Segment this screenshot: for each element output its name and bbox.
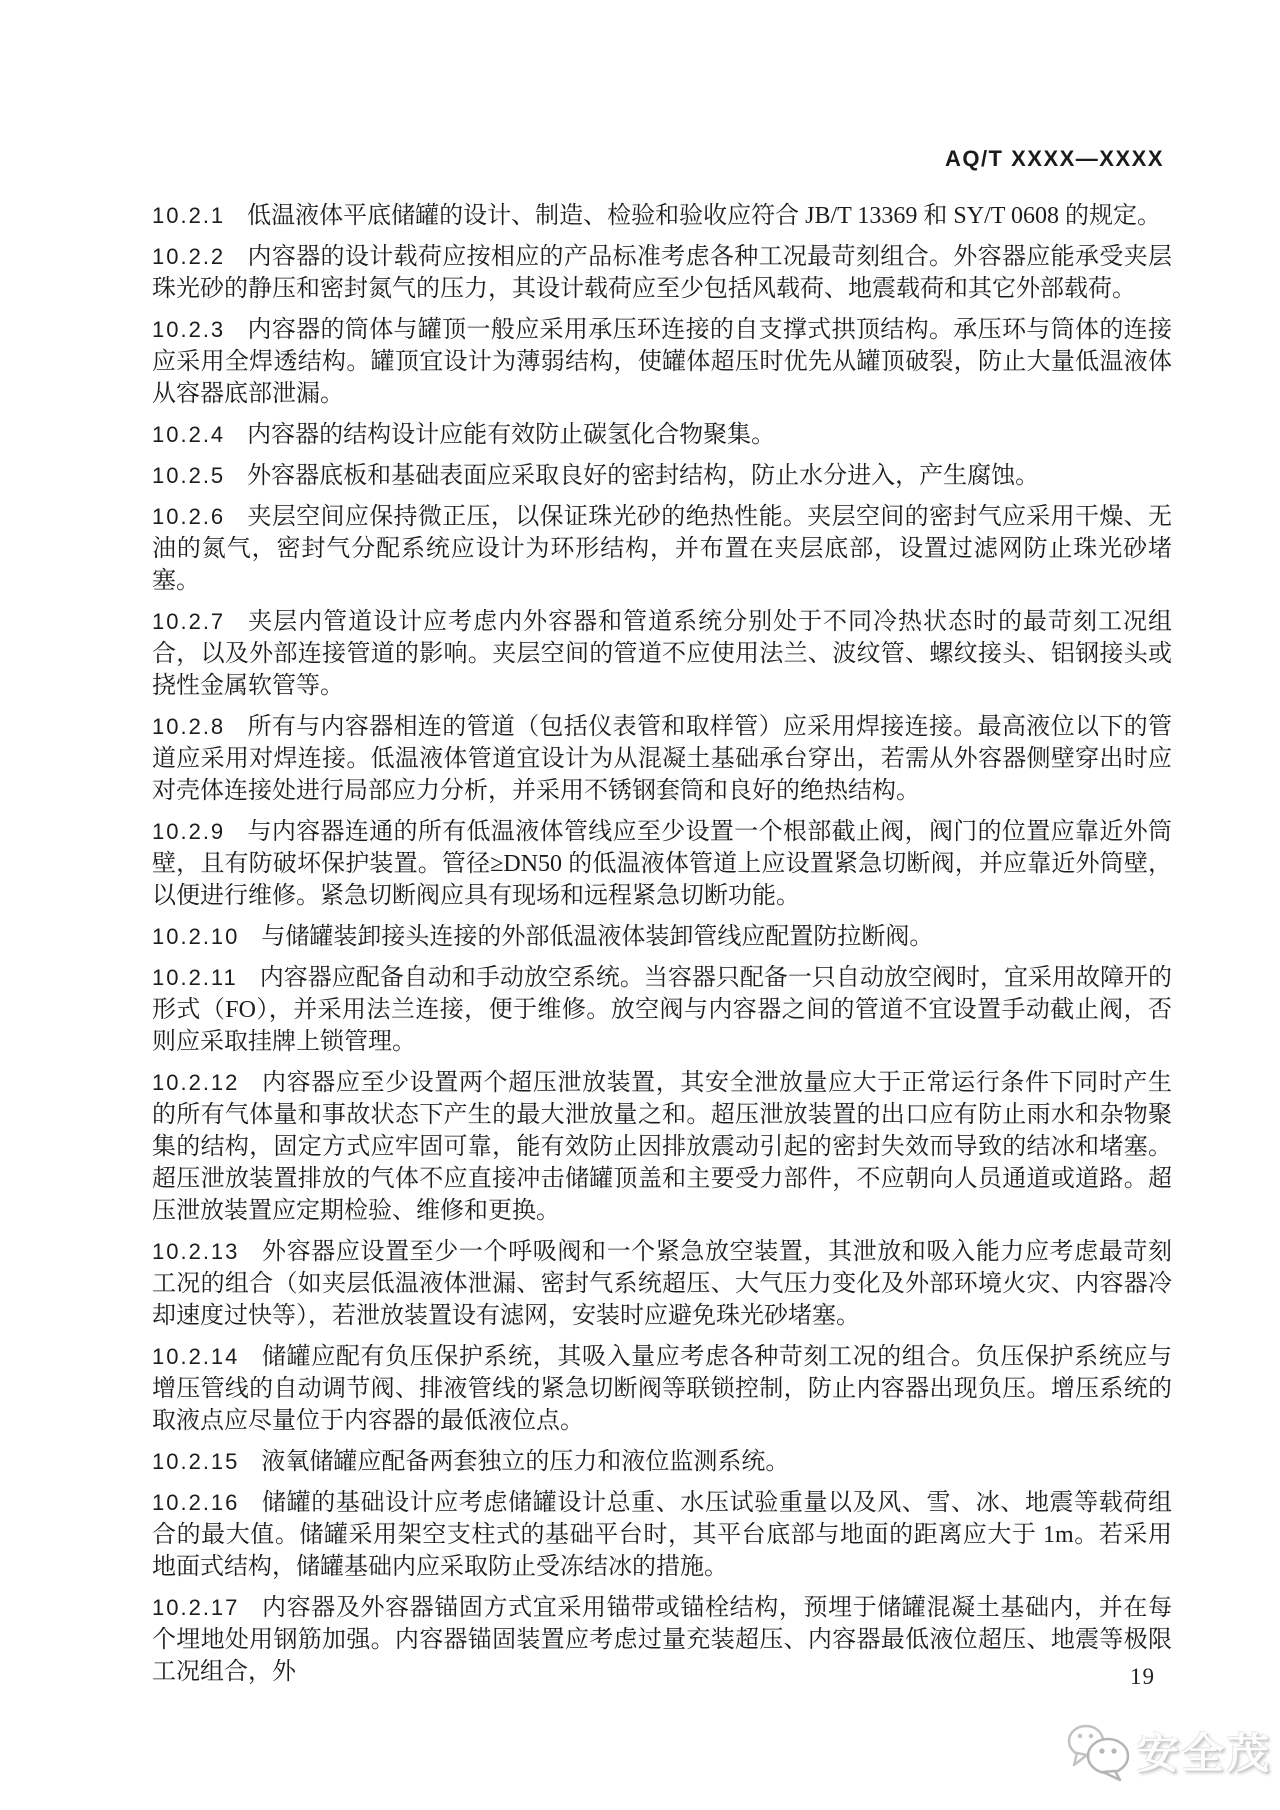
document-code-header: AQ/T XXXX—XXXX [944,146,1164,171]
clause-number: 10.2.11 [152,965,238,990]
clause-paragraph [152,962,1172,1058]
clause-text: 液氧储罐应配备两套独立的压力和液位监测系统。 [261,1449,790,1475]
clause-text: 内容器的结构设计应能有效防止碳氢化合物聚集。 [247,422,776,448]
clause-paragraph [152,314,1172,410]
clause-text: 外容器应设置至少一个呼吸阀和一个紧急放空装置，其泄放和吸入能力应考虑最苛刻工况的组合（如夹层低温液体泄漏、密封气系统超压、大气压力变化及外部环境火灾、内容器冷却速度过快等），若泄放装置设有滤网，安装时应避免珠光砂堵塞。 [152,1239,1172,1329]
clause-number: 10.2.8 [152,714,226,739]
clause-text: 外容器底板和基础表面应采取良好的密封结构，防止水分进入，产生腐蚀。 [247,463,1040,489]
clause-text: 夹层空间应保持微正压，以保证珠光砂的绝热性能。夹层空间的密封气应采用干燥、无油的氮气，密封气分配系统应设计为环形结构，并布置在夹层底部，设置过滤网防止珠光砂堵塞。 [152,504,1172,594]
clause-number: 10.2.12 [152,1070,240,1095]
clause-number: 10.2.1 [152,203,226,228]
watermark-brand-text: 安全茂 [1136,1732,1272,1778]
clause-paragraph [152,1341,1172,1437]
clause-paragraph [152,1487,1172,1583]
clause-number: 10.2.2 [152,244,226,269]
clause-paragraph [152,1592,1172,1688]
clause-paragraph [152,241,1172,305]
clause-text: 夹层内管道设计应考虑内外容器和管道系统分别处于不同冷热状态时的最苛刻工况组合，以及外部连接管道的影响。夹层空间的管道不应使用法兰、波纹管、螺纹接头、铝钢接头或挠性金属软管等。 [152,609,1172,699]
clause-paragraph [152,501,1172,597]
clause-paragraph [152,711,1172,807]
clause-paragraph [152,606,1172,702]
clause-number: 10.2.10 [152,924,240,949]
clause-text: 内容器应至少设置两个超压泄放装置，其安全泄放量应大于正常运行条件下同时产生的所有气体量和事故状态下产生的最大泄放量之和。超压泄放装置的出口应有防止雨水和杂物聚集的结构，固定方式应牢固可靠，能有效防止因排放震动引起的密封失效而导致的结冰和堵塞。超压泄放装置排放的气体不应直接冲击储罐顶盖和主要受力部件，不应朝向人员通道或道路。超压泄放装置应定期检验、维修和更换。 [152,1070,1172,1224]
clause-text: 储罐的基础设计应考虑储罐设计总重、水压试验重量以及风、雪、冰、地震等载荷组合的最大值。储罐采用架空支柱式的基础平台时，其平台底部与地面的距离应大于 1m。若采用地面式结构，储罐基础内应采取防止受冻结冰的措施。 [152,1490,1172,1580]
clause-text: 与储罐装卸接头连接的外部低温液体装卸管线应配置防拉断阀。 [261,924,934,950]
clause-paragraph [152,460,1172,492]
chat-bubbles-icon [1065,1720,1131,1782]
clause-paragraph [152,1446,1172,1478]
clause-paragraph [152,1236,1172,1332]
clause-text: 内容器及外容器锚固方式宜采用锚带或锚栓结构，预埋于储罐混凝土基础内，并在每个埋地处用钢筋加强。内容器锚固装置应考虑过量充装超压、内容器最低液位超压、地震等极限工况组合，外 [152,1595,1172,1685]
clause-paragraph [152,1067,1172,1227]
clause-text: 与内容器连通的所有低温液体管线应至少设置一个根部截止阀，阀门的位置应靠近外筒壁，且有防破坏保护装置。管径≥DN50 的低温液体管道上应设置紧急切断阀，并应靠近外筒壁，以便进行维修。紧急切断阀应具有现场和远程紧急切断功能。 [152,819,1172,909]
clause-number: 10.2.3 [152,317,226,342]
page-number: 19 [1130,1664,1155,1689]
clause-list [152,200,1172,1697]
clause-number: 10.2.5 [152,463,226,488]
watermark [1065,1720,1272,1782]
clause-text: 所有与内容器相连的管道（包括仪表管和取样管）应采用焊接连接。最高液位以下的管道应采用对焊连接。低温液体管道宜设计为从混凝土基础承台穿出，若需从外容器侧壁穿出时应对壳体连接处进行局部应力分析，并采用不锈钢套筒和良好的绝热结构。 [152,714,1172,804]
clause-number: 10.2.15 [152,1449,240,1474]
clause-paragraph [152,419,1172,451]
clause-number: 10.2.7 [152,609,226,634]
clause-text: 内容器应配备自动和手动放空系统。当容器只配备一只自动放空阀时，宜采用故障开的形式（FO），并采用法兰连接，便于维修。放空阀与内容器之间的管道不宜设置手动截止阀，否则应采取挂牌上锁管理。 [152,965,1172,1055]
clause-text: 内容器的筒体与罐顶一般应采用承压环连接的自支撑式拱顶结构。承压环与筒体的连接应采用全焊透结构。罐顶宜设计为薄弱结构，使罐体超压时优先从罐顶破裂，防止大量低温液体从容器底部泄漏。 [152,317,1172,407]
clause-number: 10.2.14 [152,1344,240,1369]
clause-number: 10.2.16 [152,1490,240,1515]
clause-paragraph [152,816,1172,912]
clause-number: 10.2.9 [152,819,226,844]
clause-number: 10.2.4 [152,422,226,447]
clause-number: 10.2.13 [152,1239,240,1264]
clause-number: 10.2.17 [152,1595,240,1620]
clause-paragraph [152,921,1172,953]
clause-paragraph [152,200,1172,232]
clause-text: 低温液体平底储罐的设计、制造、检验和验收应符合 JB/T 13369 和 SY/T 0608 的规定。 [247,203,1161,229]
clause-number: 10.2.6 [152,504,226,529]
clause-text: 内容器的设计载荷应按相应的产品标准考虑各种工况最苛刻组合。外容器应能承受夹层珠光砂的静压和密封氮气的压力，其设计载荷应至少包括风载荷、地震载荷和其它外部载荷。 [152,244,1172,302]
clause-text: 储罐应配有负压保护系统，其吸入量应考虑各种苛刻工况的组合。负压保护系统应与增压管线的自动调节阀、排液管线的紧急切断阀等联锁控制，防止内容器出现负压。增压系统的取液点应尽量位于内容器的最低液位点。 [152,1344,1172,1434]
